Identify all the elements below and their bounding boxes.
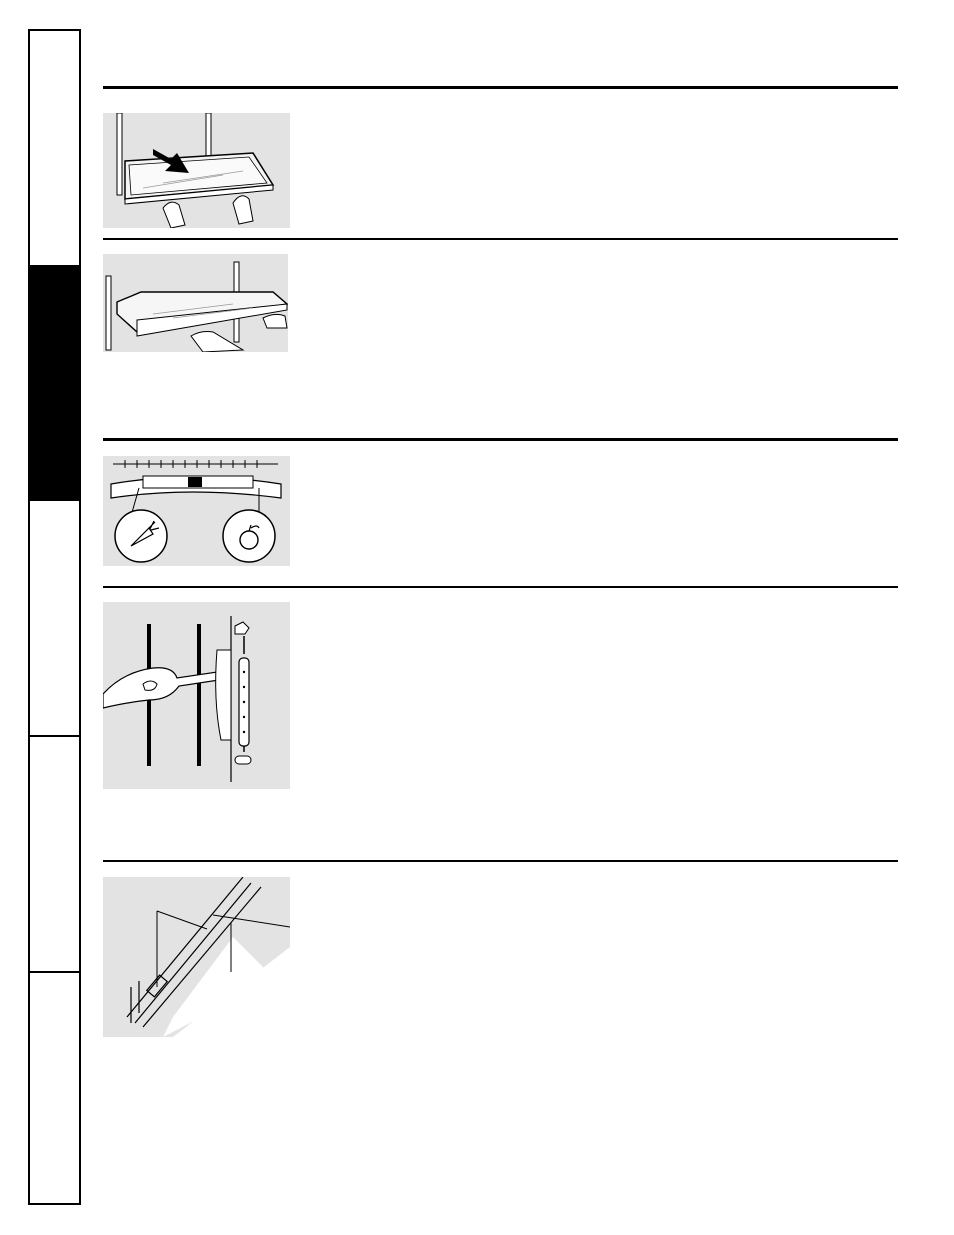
shelf-slide-out-drawing	[103, 113, 290, 228]
section-rule-1	[103, 86, 898, 89]
side-tab-1[interactable]	[30, 31, 79, 265]
side-tab-3[interactable]	[30, 501, 79, 735]
crisper-humidity-control-drawing	[103, 456, 290, 566]
side-tab-4[interactable]	[30, 735, 79, 971]
drawer-rail-drawing	[103, 877, 290, 1037]
shelf-slide-out-illustration	[103, 113, 290, 228]
side-tab-column	[28, 29, 81, 1205]
shelf-support-insert-illustration	[103, 602, 290, 789]
section-rule-4	[103, 586, 898, 588]
section-rule-2	[103, 238, 898, 240]
shelf-support-insert-drawing	[103, 602, 290, 789]
side-tab-5[interactable]	[30, 971, 79, 1203]
shelf-lift-out-illustration	[103, 254, 288, 352]
crisper-humidity-control-illustration	[103, 456, 290, 566]
drawer-rail-illustration	[103, 877, 290, 1037]
side-tab-2-active[interactable]	[30, 265, 79, 501]
shelf-lift-out-drawing	[103, 254, 288, 352]
hand-icon	[103, 668, 219, 708]
section-rule-3	[103, 438, 898, 441]
section-rule-5	[103, 860, 898, 862]
